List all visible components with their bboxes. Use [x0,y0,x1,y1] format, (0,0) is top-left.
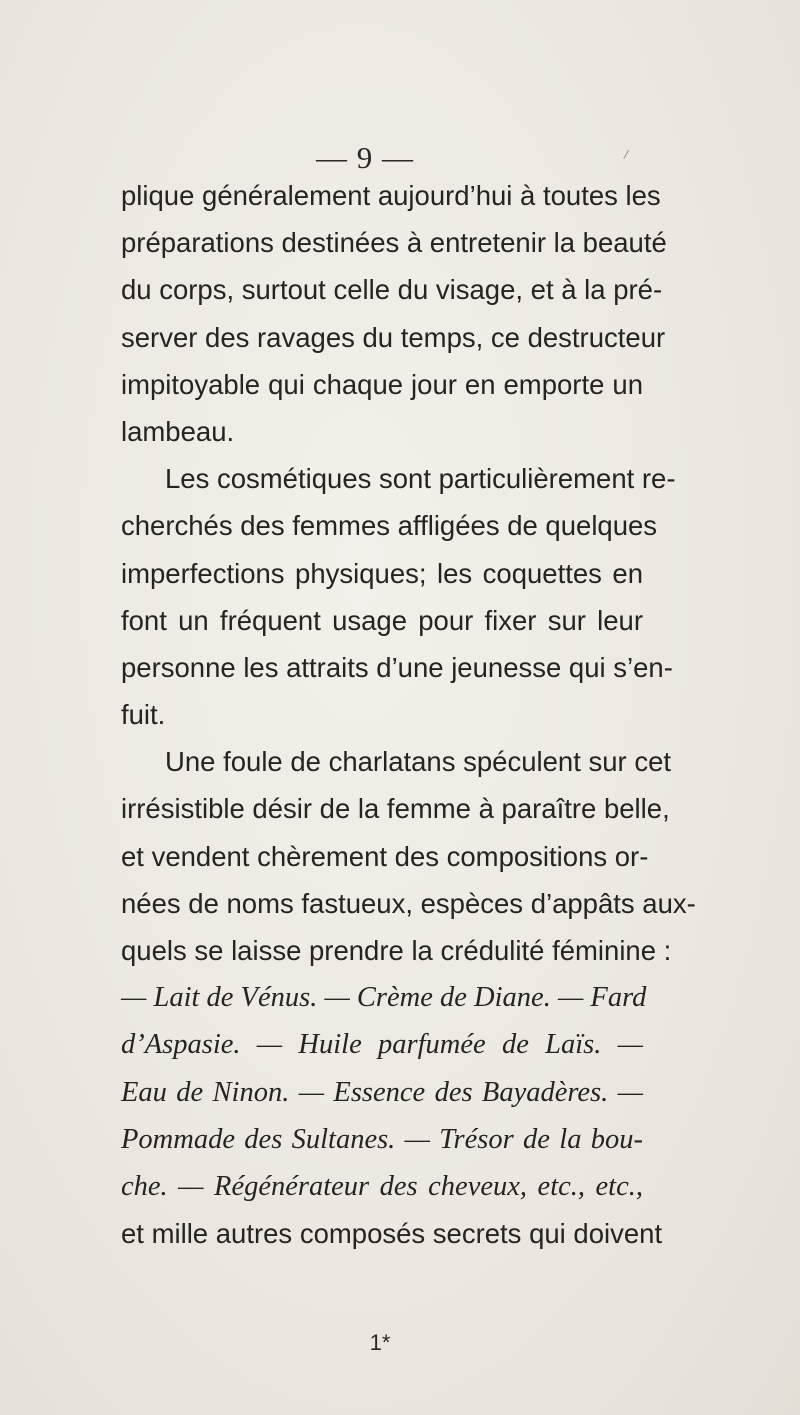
text-line: Les cosmétiques sont particulièrement re- [165,463,676,495]
text-line-italic: Pommade des Sultanes. — Trésor de la bou- [121,1123,643,1155]
text-line: nées de noms fastueux, espèces d’appâts aux- [121,887,696,919]
text-line: impitoyable qui chaque jour en emporte un [121,368,643,400]
signature-mark: 1* [369,1330,391,1355]
text-line: server des ravages du temps, ce destructeur [121,321,666,353]
text-line: quels se laisse prendre la crédulité féminine : [121,935,672,966]
text-line-italic: d’Aspasie. — Huile parfumée de Laïs. — [121,1029,643,1061]
text-line-italic: — Lait de Vénus. — Crème de Diane. — Fard [121,982,647,1014]
text-line: irrésistible désir de la femme à paraître belle, [121,793,670,825]
text-line-italic: Eau de Ninon. — Essence des Bayadères. — [121,1076,643,1108]
text-line: Une foule de charlatans spéculent sur cet [165,746,671,778]
body-text [121,172,696,1257]
text-line: plique généralement aujourd’hui à toutes les [121,180,661,211]
text-line: lambeau. [121,415,235,447]
text-line-italic: che. — Régénérateur des cheveux, etc., etc., [121,1170,643,1202]
text-line: imperfections physiques; les coquettes en [121,557,643,589]
text-line: cherchés des femmes affligées de quelques [121,510,658,542]
page-number: — 9 — [316,140,414,175]
text-line: du corps, surtout celle du visage, et à la pré- [121,274,663,306]
text-line: personne les attraits d’une jeunesse qui s’en- [121,651,673,683]
text-line: fuit. [121,699,166,731]
text-line: et vendent chèrement des compositions or- [121,840,649,872]
text-line: font un fréquent usage pour fixer sur leur [121,604,643,636]
text-line: préparations destinées à entretenir la beauté [121,227,667,259]
text-line: et mille autres composés secrets qui doivent [121,1218,663,1250]
